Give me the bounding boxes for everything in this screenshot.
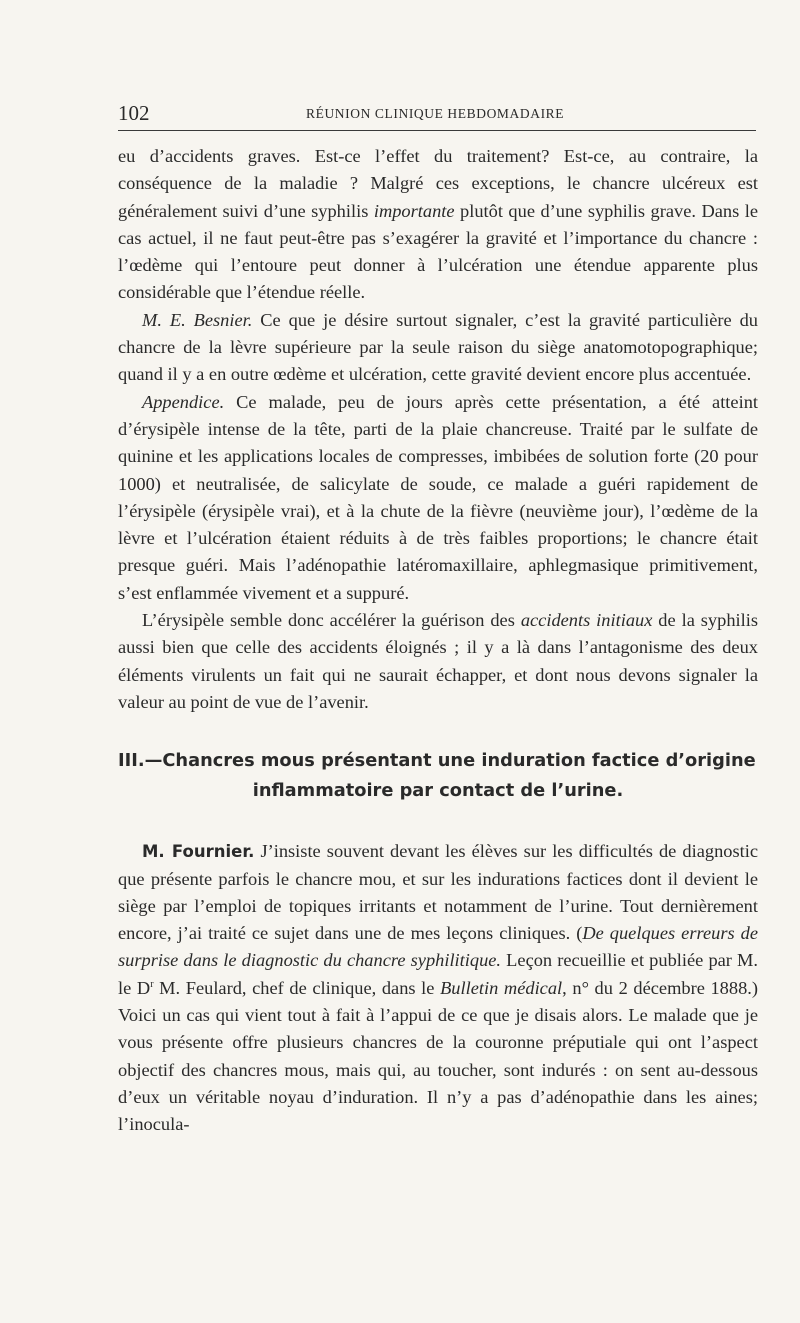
text-run: M. Feulard, chef de clinique, dans le	[153, 977, 441, 998]
text-run: eu d’accidents graves. Est-ce l’effet du traitement? Est-ce, au contraire, la conséquence de la maladie ? Malgré ces exceptions, le chancre ulcéreux est généralement suivi d’une syphilis	[118, 146, 758, 221]
text-run: Ce que je désire surtout signaler, c’est la gravité particulière du chancre de la lèvre supérieure par la seule raison du siège anatomotopographique; quand il y a en outre œdème et ulcération, cette gravité devient encore plus accentuée.	[118, 309, 758, 385]
text-run: J’insiste souvent devant les élèves sur les difficultés de diagnostic que présente parfois le chancre mou, et sur les indurations factices dont il devient le siège par l’emploi de topiques irritants et notamment de l’urine. Tout dernièrement encore, j’ai traité ce sujet dans une de mes leçons cliniques. (	[118, 841, 758, 944]
emphasis: importante	[373, 200, 455, 221]
speaker-name: M. E. Besnier.	[142, 309, 253, 330]
page-number: 102	[118, 101, 150, 125]
section-heading-line-2: inflammatoire par contact de l’urine.	[252, 780, 624, 802]
section-heading-line-1: III.—Chancres mous présentant une induration factice d’origine	[118, 750, 756, 772]
emphasis: De quelques erreurs de surprise dans le diagnostic du chancre syphilitique.	[118, 923, 758, 971]
appendix-label: Appendice.	[142, 391, 225, 412]
body-text	[118, 143, 758, 1139]
speaker-name: M. Fournier.	[142, 842, 255, 862]
superscript: r	[150, 978, 154, 990]
paragraph-2	[118, 307, 758, 389]
text-run: L’érysipèle semble donc accélérer la guérison des	[142, 610, 521, 631]
header-rule	[118, 130, 756, 131]
paragraph-1	[118, 143, 758, 307]
emphasis: Bulletin médical	[440, 977, 563, 998]
paragraph-5	[118, 838, 758, 1138]
paragraph-4	[118, 607, 758, 716]
section-heading	[118, 746, 758, 806]
text-run: de la syphilis aussi bien que celle des accidents éloignés ; il y a là dans l’antagonisme des deux éléments virulents un fait qui ne saurait échapper, et dont nous devons signaler la valeur au point de vue de l’avenir.	[118, 610, 759, 712]
page-header	[118, 101, 758, 125]
text-run: , n° du 2 décembre 1888.) Voici un cas qui vient tout à fait à l’appui de ce que je disais alors. Le malade que je vous présente offre plusieurs chancres de la couronne préputiale qui ont l’aspect objectif des chancres mous, mais qui, au toucher, sont indurés : on sent au-dessous d’eux un véritable noyau d’induration. Il n’y a pas d’adénopathie dans les aines; l’inocula-	[118, 977, 758, 1135]
paragraph-3	[118, 389, 758, 607]
running-title: RÉUNION CLINIQUE HEBDOMADAIRE	[306, 106, 565, 121]
text-run: Ce malade, peu de jours après cette présentation, a été atteint d’érysipèle intense de la tête, parti de la plaie chancreuse. Traité par le sulfate de quinine et les applications locales de compresses, imbibées de solution forte (20 pour 1000) et neutralisée, de salicylate de soude, ce malade a guéri rapidement de l’érysipèle (érysipèle vrai), et à la chute de la fièvre (neuvième jour), l’œdème de la lèvre et l’ulcération étaient réduits à de très faibles proportions; le chancre était presque guéri. Mais l’adénopathie latéromaxillaire, aphlegmasique primitivement, s’est enflammée vivement et a suppuré.	[118, 391, 758, 603]
text-run: Leçon recueillie et publiée par M. le D	[118, 950, 758, 998]
emphasis: accidents initiaux	[520, 610, 653, 631]
text-run: plutôt que d’une syphilis grave. Dans le cas actuel, il ne faut peut-être pas s’exagérer la gravité et l’importance du chancre : l’œdème qui l’entoure peut donner à l’ulcération une étendue apparente plus considérable que l’étendue réelle.	[118, 200, 758, 303]
